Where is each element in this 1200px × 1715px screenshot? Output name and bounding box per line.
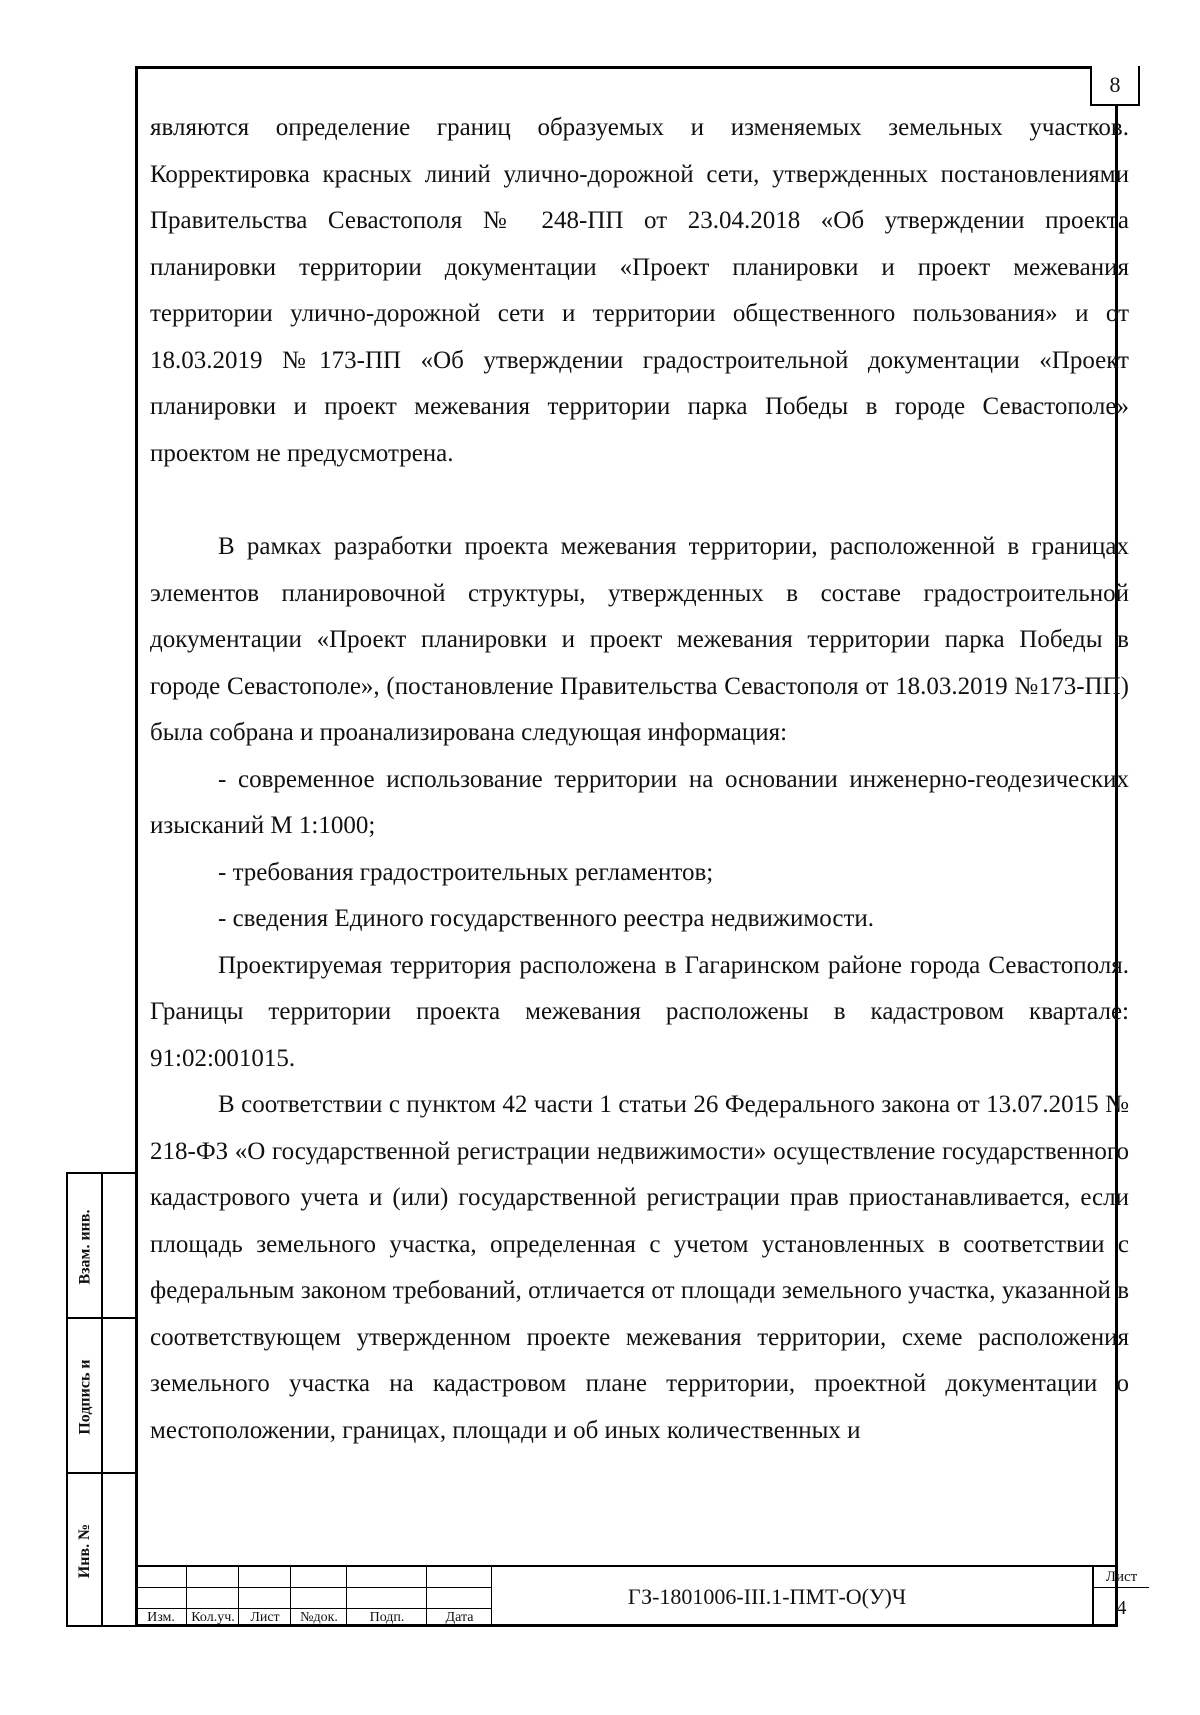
paragraph: В соответствии с пунктом 42 части 1 статьи 26 Федерального закона от 13.07.2015 № 218-ФЗ «О государственной регистрации недвижимости» осуществление государственного кадастрового учета и (или) государственной регистрации прав приостанавливается, если площадь земельного участка, определенная с учетом установленных в соответствии с федеральным законом требований, отличается от площади земельного участка, указанной в соответствующем утвержденном проекте межевания территории, схеме расположения земельного участка на кадастровом плане территории, проектной документации о местоположении, границах, площади и об иных количественных и	[150, 1091, 1129, 1444]
side-label-inv: Инв. №	[76, 1523, 94, 1578]
paragraph: Проектируемая территория расположена в Гагаринском районе города Севастополя. Границы территории проекта межевания расположены в кадастровом квартале: 91:02:001015.	[150, 951, 1129, 1072]
side-stamp	[66, 1172, 135, 1627]
tb-row-line	[135, 1587, 492, 1588]
paragraph: В рамках разработки проекта межевания территории, расположенной в границах элементов планировочной структуры, утвержденных в составе градостроительной документации «Проект планировки и проект межевания территории парка Победы в городе Севастополе», (постановление Правительства Севастополя от 18.03.2019 №173-ПП) была собрана и проанализирована следующая информация:	[150, 533, 1129, 746]
tb-label-kol-uch: Кол.уч.	[191, 1610, 235, 1625]
tb-label-n-dok: №док.	[300, 1610, 338, 1625]
list-item: - сведения Единого государственного реестра недвижимости.	[218, 905, 875, 932]
page-number: 8	[1090, 66, 1140, 106]
tb-label-podp: Подп.	[369, 1610, 405, 1625]
tb-label-list: Лист	[250, 1610, 280, 1625]
tb-label-izm: Изм.	[147, 1610, 175, 1625]
body-text	[150, 105, 1129, 1454]
tb-row-line	[135, 1608, 492, 1609]
document-code: ГЗ-1801006-III.1-ПМТ-О(У)Ч	[627, 1584, 907, 1609]
side-label-vzam: Взам. инв.	[76, 1208, 94, 1285]
sheet-number: 4	[1116, 1597, 1127, 1619]
side-label-podpis: Подпись и	[76, 1358, 94, 1435]
list-item: - современное использование территории на основании инженерно-геодезических изысканий М 1:1000;	[150, 765, 1129, 839]
tb-label-data: Дата	[445, 1610, 474, 1625]
paragraph: являются определение границ образуемых и изменяемых земельных участков. Корректировка красных линий улично-дорожной сети, утвержденных постановлениями Правительства Севастополя № 248-ПП от 23.04.2018 «Об утверждении проекта планировки территории документации «Проект планировки и проект межевания территории улично-дорожной сети и территории общественного пользования» и от 18.03.2019 №173-ПП «Об утверждении градостроительной документации «Проект планировки и проект межевания территории парка Победы в городе Севастополе» проектом не предусмотрена.	[150, 114, 1129, 467]
sheet-box	[1092, 1567, 1149, 1627]
list-item: - требования градостроительных регламентов;	[218, 858, 714, 886]
title-block	[135, 1565, 1138, 1627]
paragraph-gap	[150, 477, 1129, 524]
sheet-label: Лист	[1094, 1567, 1149, 1588]
